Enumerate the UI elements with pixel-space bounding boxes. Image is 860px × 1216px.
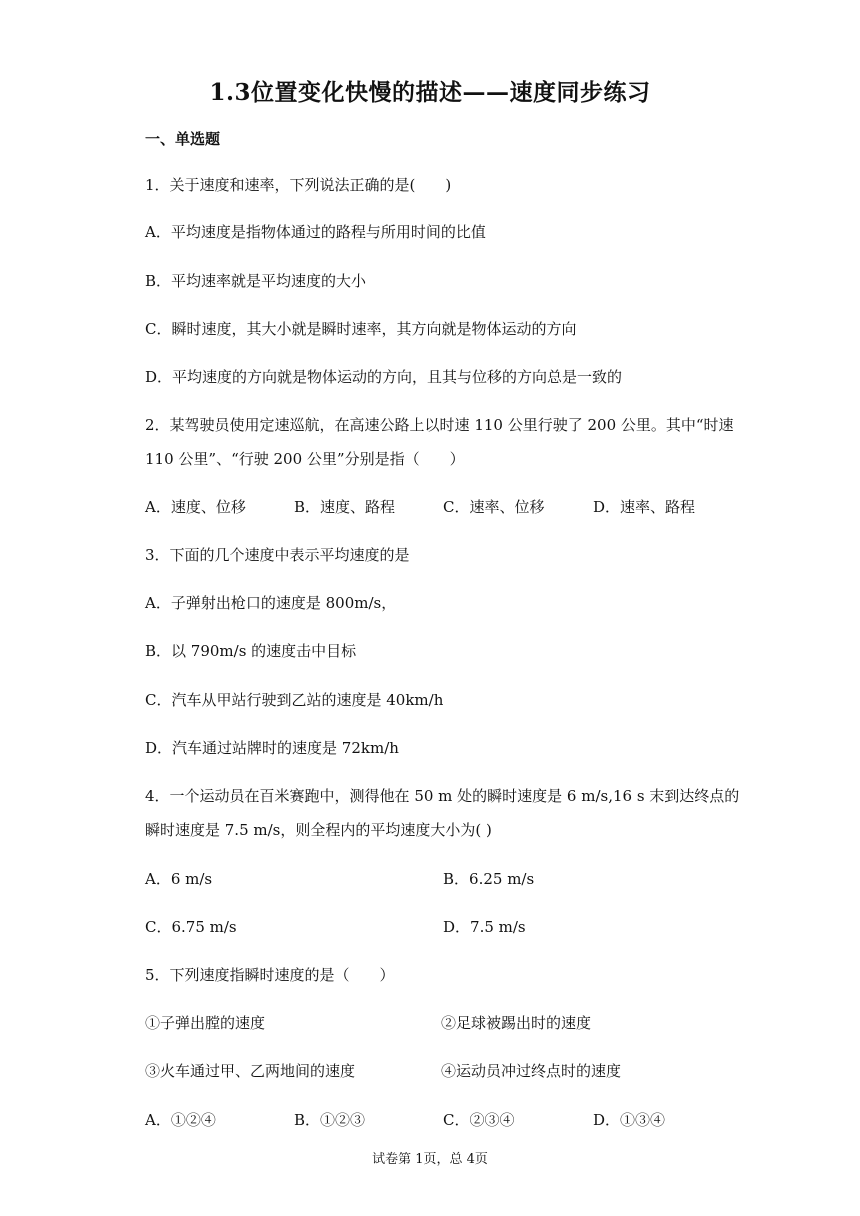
question-3-option-a: A．子弹射出枪口的速度是 800m/s， bbox=[145, 594, 397, 612]
question-4-option-c: C．6.75 m/s bbox=[145, 918, 237, 936]
question-1-option-c: C．瞬时速度，其大小就是瞬时速率，其方向就是物体运动的方向 bbox=[145, 320, 577, 338]
question-4-option-a: A．6 m/s bbox=[145, 870, 213, 888]
question-1-option-a: A．平均速度是指物体通过的路程与所用时间的比值 bbox=[145, 223, 486, 241]
question-2-option-c: C．速率、位移 bbox=[443, 498, 545, 516]
question-5-item-3: ③火车通过甲、乙两地间的速度 bbox=[145, 1062, 356, 1080]
question-1-option-d: D．平均速度的方向就是物体运动的方向，且其与位移的方向总是一致的 bbox=[145, 368, 623, 386]
question-3-option-b: B．以 790m/s 的速度击中目标 bbox=[145, 642, 357, 660]
page-title: 1.3位置变化快慢的描述——速度同步练习 bbox=[209, 79, 651, 106]
question-2-option-b: B．速度、路程 bbox=[294, 498, 396, 516]
question-3-stem: 3．下面的几个速度中表示平均速度的是 bbox=[145, 546, 410, 564]
question-3-option-d: D．汽车通过站牌时的速度是 72km/h bbox=[145, 739, 399, 757]
question-4-option-b: B．6.25 m/s bbox=[443, 870, 535, 888]
question-5-option-b: B．①②③ bbox=[294, 1111, 366, 1129]
question-1-option-b: B．平均速率就是平均速度的大小 bbox=[145, 272, 367, 290]
question-2-option-d: D．速率、路程 bbox=[593, 498, 696, 516]
question-2-option-a: A．速度、位移 bbox=[145, 498, 246, 516]
question-5-item-4: ④运动员冲过终点时的速度 bbox=[441, 1062, 622, 1080]
question-5-option-c: C．②③④ bbox=[443, 1111, 515, 1129]
question-4-stem-line-1: 4．一个运动员在百米赛跑中，测得他在 50 m 处的瞬时速度是 6 m/s,16 s 末到达终点的 bbox=[145, 787, 740, 805]
question-5-item-1: ①子弹出膛的速度 bbox=[145, 1014, 266, 1032]
question-5-item-2: ②足球被踢出时的速度 bbox=[441, 1014, 592, 1032]
question-4-option-d: D．7.5 m/s bbox=[443, 918, 526, 936]
question-5-option-d: D．①③④ bbox=[593, 1111, 666, 1129]
question-5-stem: 5．下列速度指瞬时速度的是（ ） bbox=[145, 966, 395, 984]
question-2-stem-line-2: 110 公里”、“行驶 200 公里”分别是指（ ） bbox=[145, 450, 465, 468]
question-1-stem: 1．关于速度和速率，下列说法正确的是( ) bbox=[145, 176, 452, 194]
page-footer: 试卷第 1页，总 4页 bbox=[372, 1152, 488, 1167]
section-heading: 一、单选题 bbox=[145, 130, 221, 148]
question-2-stem-line-1: 2．某驾驶员使用定速巡航，在高速公路上以时速 110 公里行驶了 200 公里。其中“时速 bbox=[145, 416, 734, 434]
question-5-option-a: A．①②④ bbox=[145, 1111, 216, 1129]
question-3-option-c: C．汽车从甲站行驶到乙站的速度是 40km/h bbox=[145, 691, 444, 709]
question-4-stem-line-2: 瞬时速度是 7.5 m/s，则全程内的平均速度大小为( ) bbox=[145, 821, 492, 839]
